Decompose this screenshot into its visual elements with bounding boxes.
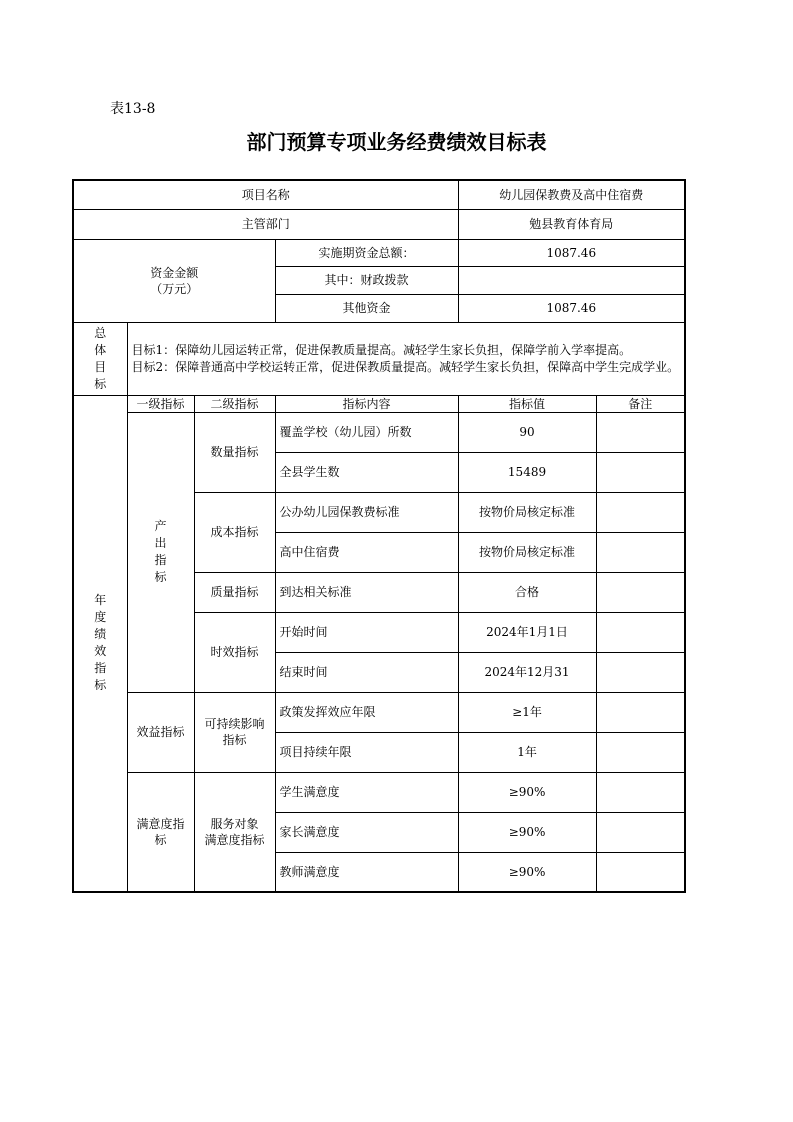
funds-label-line2: （万元） — [150, 281, 199, 296]
page-title: 部门预算专项业务经费绩效目标表 — [246, 130, 547, 154]
indicator-content: 教师满意度 — [275, 852, 458, 892]
indicator-content: 家长满意度 — [275, 812, 458, 852]
indicator-content: 学生满意度 — [275, 772, 458, 812]
indicator-content: 开始时间 — [275, 612, 458, 652]
indicator-remark — [596, 852, 685, 892]
indicator-remark — [596, 572, 685, 612]
dept-label: 主管部门 — [73, 209, 458, 239]
indicator-remark — [596, 732, 685, 772]
indicator-value: 按物价局核定标准 — [458, 532, 596, 572]
timeliness-indicator: 时效指标 — [194, 612, 275, 692]
other-funds-value: 1087.46 — [458, 294, 685, 322]
table-number: 表13-8 — [110, 101, 156, 117]
funds-total-row — [73, 239, 685, 266]
indicator-remark — [596, 612, 685, 652]
indicator-remark — [596, 492, 685, 532]
indicator-remark — [596, 772, 685, 812]
project-name-value: 幼儿园保教费及高中住宿费 — [458, 180, 685, 209]
goals-text — [127, 322, 685, 395]
indicator-value: 2024年1月1日 — [458, 612, 596, 652]
indicator-value: ≥90% — [458, 772, 596, 812]
indicator-value: ≥1年 — [458, 692, 596, 732]
indicator-remark — [596, 652, 685, 692]
goal-2: 目标2：保障普通高中学校运转正常，促进保教质量提高。减轻学生家长负担，保障高中学生完成学业。 — [131, 359, 680, 374]
indicator-value: 15489 — [458, 452, 596, 492]
satisfaction-indicator: 满意度指 标 — [127, 772, 194, 892]
total-funds-value: 1087.46 — [458, 239, 685, 266]
goals-row — [73, 322, 685, 395]
indicator-content: 结束时间 — [275, 652, 458, 692]
indicator-remark — [596, 452, 685, 492]
cost-indicator: 成本指标 — [194, 492, 275, 572]
indicator-content: 公办幼儿园保教费标准 — [275, 492, 458, 532]
indicator-content: 高中住宿费 — [275, 532, 458, 572]
project-name-label: 项目名称 — [73, 180, 458, 209]
indicator-value: 90 — [458, 412, 596, 452]
goals-label: 总 体 目 标 — [73, 322, 127, 395]
indicator-content: 覆盖学校（幼儿园）所数 — [275, 412, 458, 452]
service-satisfaction-indicator: 服务对象 满意度指标 — [194, 772, 275, 892]
project-name-row — [73, 180, 685, 209]
header-value: 指标值 — [458, 395, 596, 412]
table-row — [73, 772, 685, 812]
dept-value: 勉县教育体育局 — [458, 209, 685, 239]
indicator-remark — [596, 692, 685, 732]
fiscal-funds-label: 其中：财政拨款 — [275, 266, 458, 294]
header-level2: 二级指标 — [194, 395, 275, 412]
fiscal-funds-value — [458, 266, 685, 294]
funds-label — [73, 239, 275, 322]
indicator-value: 合格 — [458, 572, 596, 612]
table-row — [73, 412, 685, 452]
indicator-content: 项目持续年限 — [275, 732, 458, 772]
indicator-content: 到达相关标准 — [275, 572, 458, 612]
sustainability-indicator: 可持续影响 指标 — [194, 692, 275, 772]
indicator-value: 1年 — [458, 732, 596, 772]
dept-row — [73, 209, 685, 239]
benefit-indicator: 效益指标 — [127, 692, 194, 772]
quantity-indicator: 数量指标 — [194, 412, 275, 492]
other-funds-label: 其他资金 — [275, 294, 458, 322]
performance-target-table — [72, 179, 686, 893]
header-content: 指标内容 — [275, 395, 458, 412]
output-indicators-label: 产 出 指 标 — [127, 412, 194, 692]
indicator-remark — [596, 812, 685, 852]
indicator-value: ≥90% — [458, 812, 596, 852]
header-remark: 备注 — [596, 395, 685, 412]
indicator-content: 政策发挥效应年限 — [275, 692, 458, 732]
table-row — [73, 692, 685, 732]
indicator-content: 全县学生数 — [275, 452, 458, 492]
indicator-value: 按物价局核定标准 — [458, 492, 596, 532]
indicator-value: ≥90% — [458, 852, 596, 892]
goal-1: 目标1：保障幼儿园运转正常，促进保教质量提高。减轻学生家长负担，保障学前入学率提高。 — [131, 342, 632, 357]
indicator-value: 2024年12月31 — [458, 652, 596, 692]
quality-indicator: 质量指标 — [194, 572, 275, 612]
annual-indicators-label: 年 度 绩 效 指 标 — [73, 395, 127, 892]
indicator-remark — [596, 532, 685, 572]
indicator-header-row — [73, 395, 685, 412]
header-level1: 一级指标 — [127, 395, 194, 412]
funds-label-line1: 资金金额 — [150, 265, 199, 280]
indicator-remark — [596, 412, 685, 452]
total-funds-label: 实施期资金总额： — [275, 239, 458, 266]
